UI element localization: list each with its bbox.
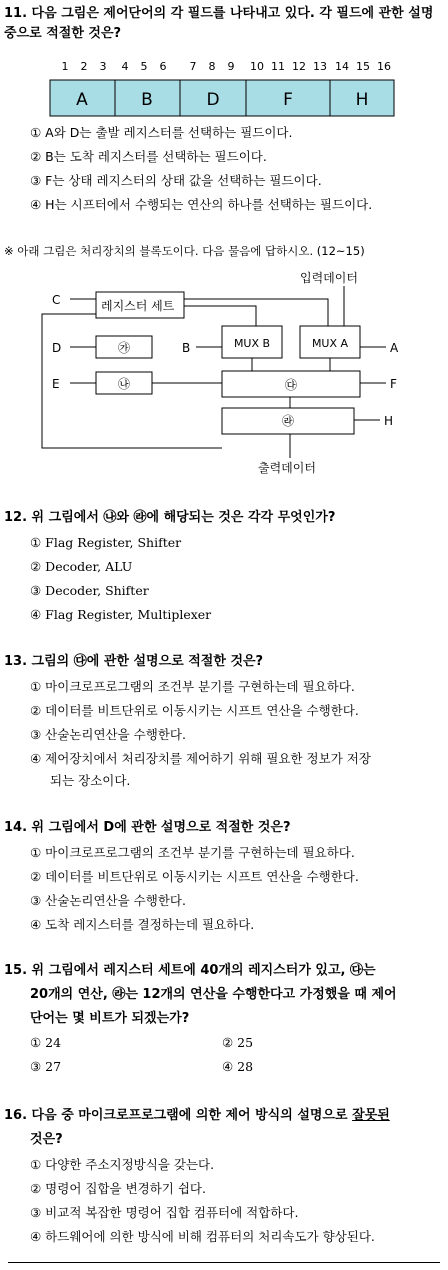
question-16-emphasis: 잘못된 [352, 1108, 390, 1123]
question-15-line-2: 20개의 연산, ㉱는 12개의 연산을 수행한다고 가정했을 때 제어 [30, 987, 397, 1002]
bit-1: 1 [61, 60, 69, 73]
bit-2: 2 [80, 60, 88, 73]
question-16 [4, 1106, 444, 1126]
q14-option-1: ① 마이크로프로그램의 조건부 분기를 구현하는데 필요하다. [30, 845, 355, 860]
output-data-label: 출력데이터 [258, 461, 316, 475]
bit-10: 10 [250, 60, 264, 73]
question-15-line-1: 15. 위 그림에서 레지스터 세트에 40개의 레지스터가 있고, ㉰는 [4, 963, 376, 978]
q16-option-4: ④ 하드웨어에 의한 방식에 비해 컴퓨터의 처리속도가 향상된다. [30, 1229, 375, 1244]
signal-f: F [390, 377, 397, 391]
q13-option-2: ② 데이터를 비트단위로 이동시키는 시프트 연산을 수행한다. [30, 703, 359, 718]
unit-na: ㉯ [117, 377, 131, 391]
field-a: A [76, 90, 88, 110]
q13-option-4-continued: 되는 장소이다. [50, 773, 131, 788]
input-data-label: 입력데이터 [300, 271, 358, 285]
question-16-text: 16. 다음 중 마이크로프로그램에 의한 제어 방식의 설명으로 [4, 1108, 353, 1123]
question-11: 11. 다음 그림은 제어단어의 각 필드를 나타내고 있다. 각 필드에 관한 설명 중으로 적절한 것은? [4, 6, 434, 41]
unit-ra: ㉱ [281, 414, 295, 428]
q12-option-2: ② Decoder, ALU [30, 559, 133, 574]
q16-option-2: ② 명령어 집합을 변경하기 쉽다. [30, 1181, 206, 1196]
bit-13: 13 [313, 60, 327, 73]
signal-d: D [52, 341, 62, 355]
q12-option-3: ③ Decoder, Shifter [30, 583, 149, 598]
q15-option-2: ② 25 [222, 1035, 254, 1050]
bottom-divider [8, 1262, 440, 1263]
bit-16: 16 [377, 60, 391, 73]
q15-option-1: ① 24 [30, 1035, 62, 1050]
field-f: F [283, 90, 293, 110]
q16-option-1: ① 다양한 주소지정방식을 갖는다. [30, 1157, 215, 1172]
signal-e: E [52, 377, 60, 391]
field-h: H [355, 90, 369, 110]
question-12: 12. 위 그림에서 ㉯와 ㉱에 해당되는 것은 각각 무엇인가? [4, 510, 336, 525]
bit-6: 6 [159, 60, 167, 73]
bit-3: 3 [99, 60, 107, 73]
question-13: 13. 그림의 ㉰에 관한 설명으로 적절한 것은? [4, 654, 264, 669]
bit-9: 9 [227, 60, 235, 73]
q14-option-4: ④ 도착 레지스터를 결정하는데 필요하다. [30, 917, 255, 932]
register-set-label: 레지스터 세트 [101, 299, 175, 313]
bit-5: 5 [140, 60, 148, 73]
q13-option-3: ③ 산술논리연산을 수행한다. [30, 727, 186, 742]
bit-12: 12 [292, 60, 306, 73]
q14-option-2: ② 데이터를 비트단위로 이동시키는 시프트 연산을 수행한다. [30, 869, 359, 884]
q12-option-4: ④ Flag Register, Multiplexer [30, 607, 212, 622]
question-16-line-2: 것은? [30, 1132, 63, 1147]
unit-da: ㉰ [284, 378, 298, 392]
bit-4: 4 [121, 60, 129, 73]
q15-option-3: ③ 27 [30, 1059, 62, 1074]
q12-option-1: ① Flag Register, Shifter [30, 535, 182, 550]
unit-ga: ㉮ [117, 341, 131, 355]
question-14: 14. 위 그림에서 D에 관한 설명으로 적절한 것은? [4, 820, 291, 835]
bit-11: 11 [271, 60, 285, 73]
control-word-fields [50, 80, 394, 116]
control-word-figure [0, 54, 448, 126]
q13-option-4: ④ 제어장치에서 처리장치를 제어하기 위해 필요한 정보가 저장 [30, 751, 371, 766]
q11-option-2: ② B는 도착 레지스터를 선택하는 필드이다. [30, 149, 267, 164]
mux-a-label: MUX A [311, 337, 349, 350]
bit-14: 14 [335, 60, 349, 73]
bit-numbers [62, 60, 392, 73]
q16-option-3: ③ 비교적 복잡한 명령어 집합 컴퓨터에 적합하다. [30, 1205, 299, 1220]
q11-option-3: ③ F는 상태 레지스터의 상태 값을 선택하는 필드이다. [30, 173, 322, 188]
signal-b: B [182, 341, 191, 355]
bit-7: 7 [189, 60, 197, 73]
processor-block-diagram [0, 268, 448, 480]
q13-option-1: ① 마이크로프로그램의 조건부 분기를 구현하는데 필요하다. [30, 679, 355, 694]
q15-option-4: ④ 28 [222, 1059, 254, 1074]
mux-b-label: MUX B [233, 337, 271, 350]
signal-a: A [390, 341, 399, 355]
q11-option-1: ① A와 D는 출발 레지스터를 선택하는 필드이다. [30, 125, 293, 140]
signal-c: C [52, 293, 61, 307]
bit-8: 8 [208, 60, 216, 73]
instruction-text: ※ 아래 그림은 처리장치의 블록도이다. 다음 물음에 답하시오. (12~15) [4, 244, 365, 258]
field-d: D [206, 90, 220, 110]
signal-h: H [384, 414, 394, 428]
bit-15: 15 [356, 60, 370, 73]
question-15-line-3: 단어는 몇 비트가 되겠는가? [30, 1011, 190, 1026]
q14-option-3: ③ 산술논리연산을 수행한다. [30, 893, 186, 908]
field-b: B [141, 90, 153, 110]
q11-option-4: ④ H는 시프터에서 수행되는 연산의 하나를 선택하는 필드이다. [30, 197, 373, 212]
